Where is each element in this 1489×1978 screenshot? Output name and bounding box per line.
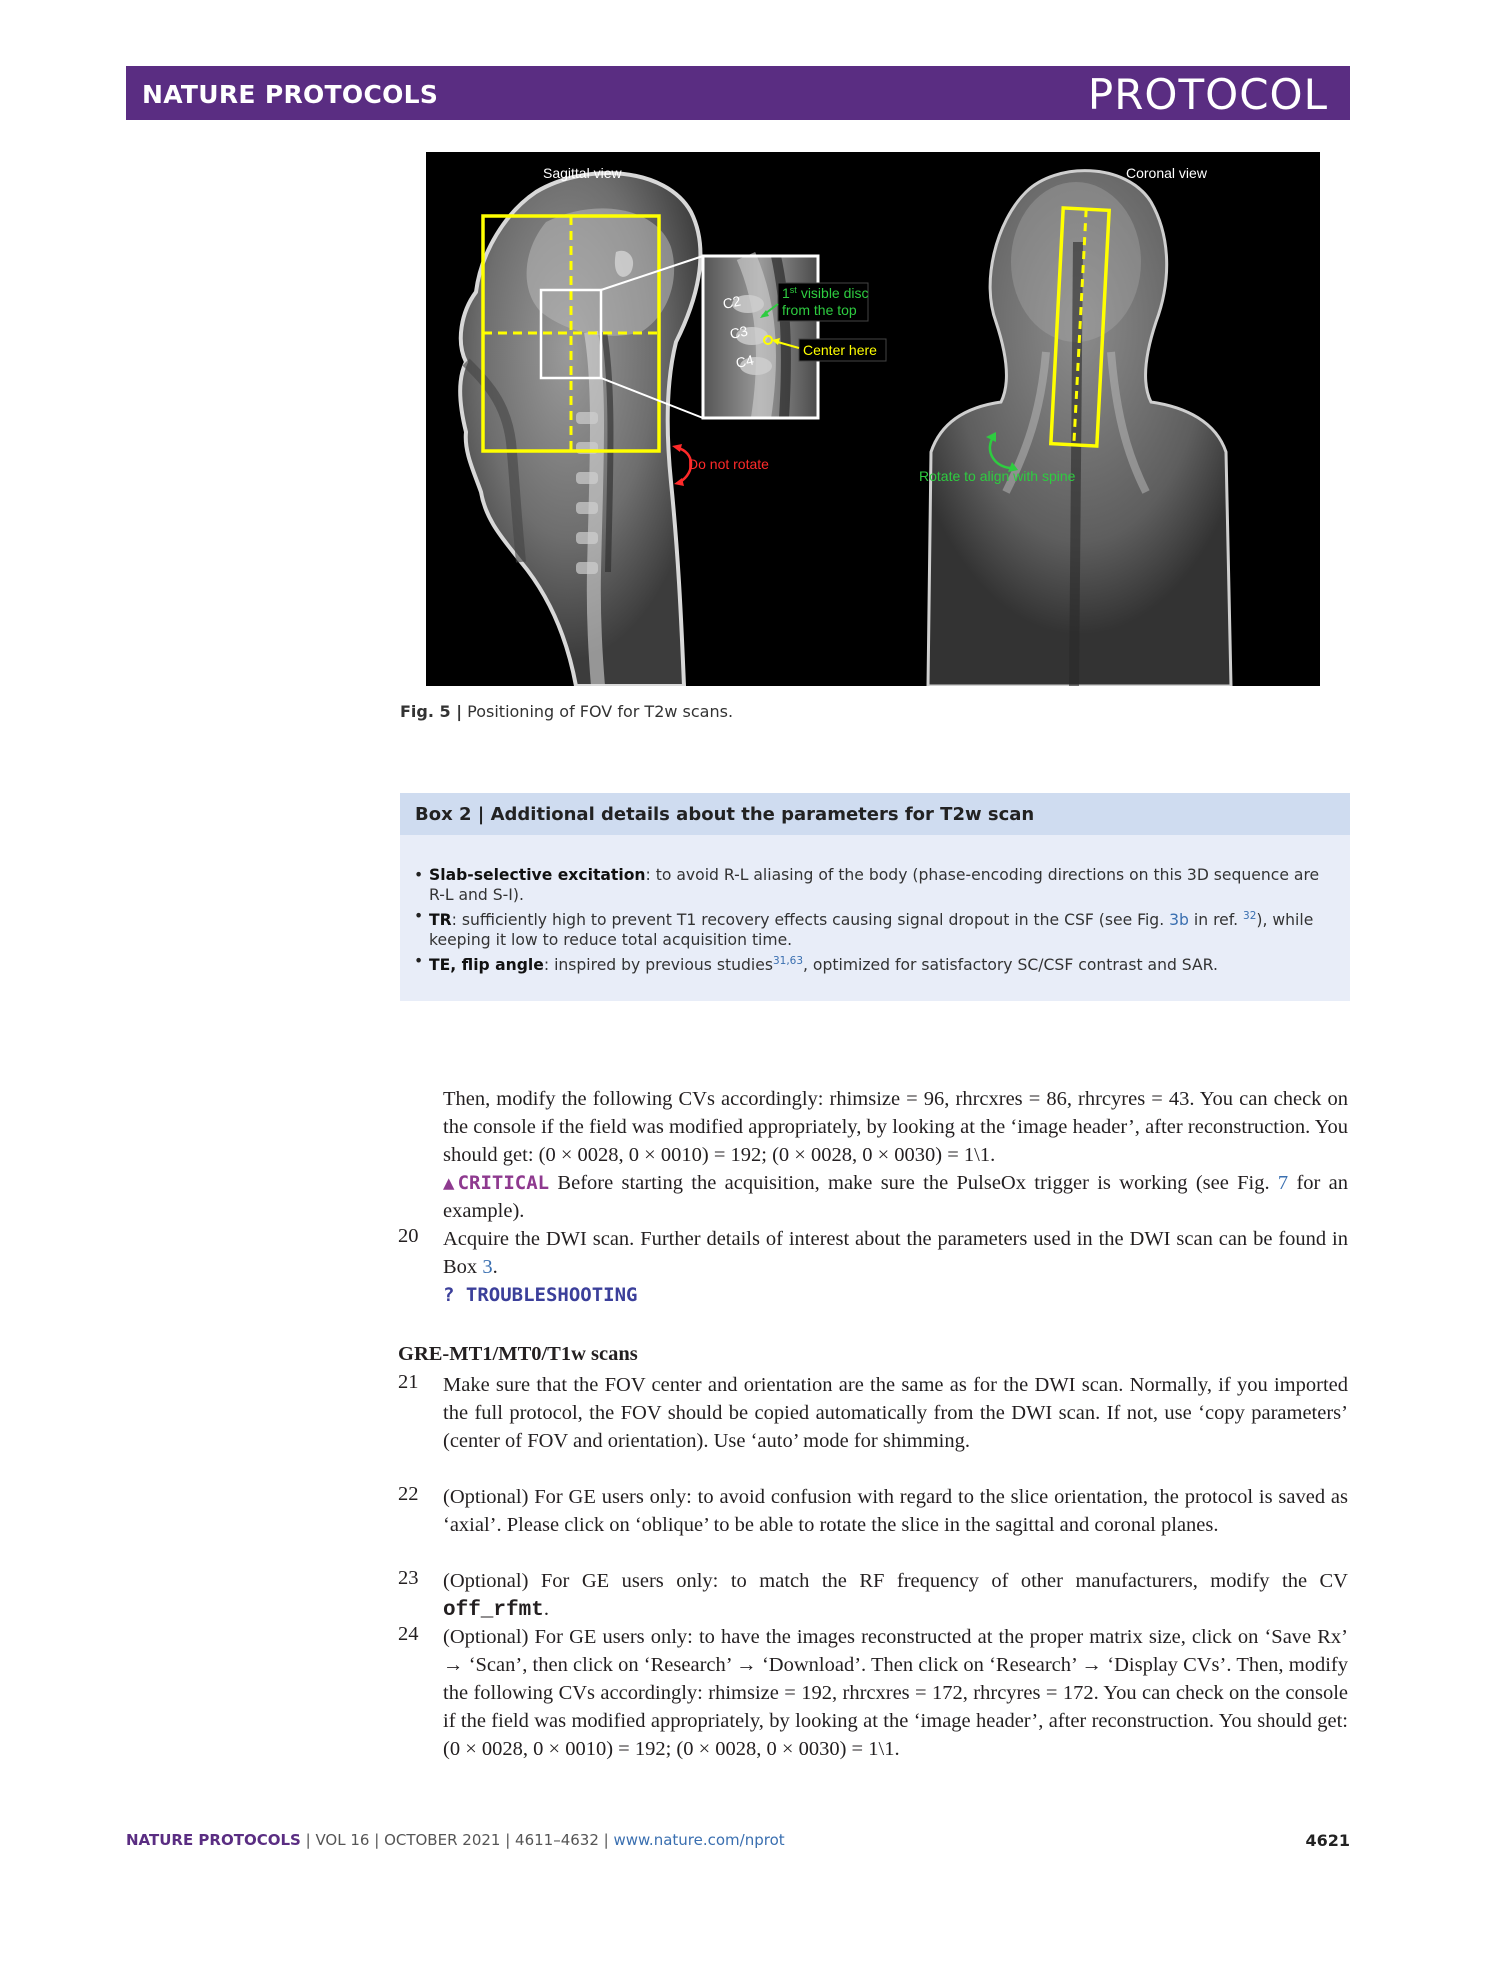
- step-22: (Optional) For GE users only: to avoid confusion with regard to the slice orientation, the protocol is saved as ‘axial’. Please click on ‘oblique’ to be able to rotate the slice in the sagittal and coronal planes.: [443, 1486, 1348, 1536]
- disc-label-line1: 1st visible disc: [782, 285, 869, 301]
- bullet-text: : inspired by previous studies: [543, 956, 773, 974]
- troubleshooting-note: [443, 1281, 1348, 1309]
- no-rotate-label: Do not rotate: [688, 456, 769, 472]
- footer-journal: NATURE PROTOCOLS: [126, 1831, 301, 1849]
- bullet-term: Slab-selective excitation: [429, 866, 646, 884]
- step-21: Make sure that the FOV center and orientation are the same as for the DWI scan. Normally, if you imported the full protocol, the FOV should be copied automatically from the DWI scan. If not, use ‘copy parameters’ (center of FOV and orientation). Use ‘auto’ mode for shimming.: [443, 1374, 1348, 1452]
- journal-name: NATURE PROTOCOLS: [142, 80, 439, 109]
- reference-link[interactable]: 32: [1243, 909, 1257, 922]
- coronal-mri-image: [928, 171, 1231, 686]
- bullet-text: : to avoid R-L aliasing of the body (phase-encoding directions on this 3D sequence are R-L and S-I).: [429, 866, 1320, 905]
- figure-5-illustration: [426, 152, 1320, 686]
- step-number-24: 24: [398, 1623, 419, 1645]
- cv-code: off_rfmt: [443, 1599, 544, 1622]
- footer-volume: VOL 16: [315, 1831, 370, 1849]
- sagittal-mri-image: [460, 173, 700, 686]
- footer-pages: 4611–4632: [515, 1831, 599, 1849]
- step-number-20: 20: [398, 1225, 419, 1247]
- step-text: Acquire the DWI scan. Further details of interest about the parameters used in the DWI scan can be found in Box: [443, 1228, 1348, 1278]
- figure-caption: [400, 702, 733, 721]
- bullet-slab-selective: [414, 865, 1336, 906]
- critical-text: Before starting the acquisition, make sure the PulseOx trigger is working (see Fig.: [549, 1172, 1278, 1194]
- caption-label: Fig. 5 |: [400, 702, 463, 721]
- reference-link[interactable]: 31,63: [772, 954, 804, 967]
- step-number-21: 21: [398, 1371, 419, 1393]
- box-link[interactable]: 3: [482, 1256, 493, 1278]
- bullet-tr: [414, 906, 1336, 951]
- center-label: Center here: [803, 342, 877, 358]
- step-23: [443, 1567, 1348, 1625]
- zoomed-spine-inset: [703, 256, 818, 418]
- step-24: (Optional) For GE users only: to have the images reconstructed at the proper matrix size, click on ‘Save Rx’ → ‘Scan’, then click on ‘Research’ → ‘Download’. Then click on ‘Research’ → ‘Display CVs’. Then, modify the following CVs accordingly: rhimsize = 192, rhrcxres = 172, rhrcyres = 172. You can check on the console if the field was modified appropriately, by looking at the ‘image header’, after reconstruction. You should get: (0 × 0028, 0 × 0010) = 192; (0 × 0028, 0 × 0030) = 1\1.: [443, 1626, 1348, 1760]
- critical-note: [443, 1169, 1348, 1225]
- page-footer: [126, 1831, 1350, 1849]
- figure-link[interactable]: 7: [1277, 1172, 1289, 1194]
- figure-link[interactable]: 3b: [1169, 911, 1189, 929]
- bullet-text: , optimized for satisfactory SC/CSF contrast and SAR.: [803, 956, 1218, 974]
- step-20: [443, 1225, 1348, 1281]
- caption-text: Positioning of FOV for T2w scans.: [462, 702, 734, 721]
- step-text: .: [492, 1256, 498, 1278]
- coronal-view-label: Coronal view: [1126, 165, 1207, 181]
- step-number-23: 23: [398, 1567, 419, 1589]
- footer-separator: |: [300, 1831, 316, 1849]
- footer-separator: |: [369, 1831, 385, 1849]
- bullet-te-flip-angle: [414, 951, 1336, 976]
- rotate-label: Rotate to align with spine: [919, 468, 1076, 484]
- footer-url-link[interactable]: www.nature.com/nprot: [613, 1831, 785, 1849]
- paragraph-continuation: Then, modify the following CVs accordingly: rhimsize = 96, rhrcxres = 86, rhrcyres = 43. You can check on the console if the field was modified appropriately, by looking at the ‘image header’, after reconstruction. You should get: (0 × 0028, 0 × 0010) = 192; (0 × 0028, 0 × 0030) = 1\1.: [443, 1088, 1348, 1166]
- bullet-text: in ref.: [1188, 911, 1244, 929]
- page-number: 4621: [1305, 1831, 1350, 1850]
- step-text: (Optional) For GE users only: to match the RF frequency of other manufacturers, modify the CV: [443, 1570, 1348, 1592]
- step-text: .: [543, 1598, 549, 1620]
- sagittal-view-label: Sagittal view: [543, 165, 622, 181]
- footer-separator: |: [598, 1831, 614, 1849]
- bullet-term: TE, flip angle: [429, 956, 544, 974]
- step-number-22: 22: [398, 1483, 419, 1505]
- journal-header-bar: [126, 66, 1350, 120]
- article-type: PROTOCOL: [1087, 70, 1328, 119]
- critical-label: ▲CRITICAL: [443, 1172, 550, 1194]
- box-2: [400, 793, 1350, 1001]
- section-heading: GRE-MT1/MT0/T1w scans: [398, 1343, 638, 1365]
- footer-date: OCTOBER 2021: [384, 1831, 501, 1849]
- footer-separator: |: [500, 1831, 516, 1849]
- c3-label: C3: [728, 322, 750, 342]
- bullet-term: TR: [429, 911, 452, 929]
- disc-label-line2: from the top: [782, 302, 857, 318]
- box-2-title-bar: [400, 793, 1350, 835]
- box-2-bullets: [414, 865, 1336, 975]
- bullet-text: : sufficiently high to prevent T1 recovery effects causing signal dropout in the CSF (see Fig.: [451, 911, 1170, 929]
- c2-label: C2: [721, 292, 743, 312]
- box-2-title: Box 2 | Additional details about the parameters for T2w scan: [415, 804, 1035, 825]
- bullet-text: ), while keeping it low to reduce total acquisition time.: [429, 911, 1314, 950]
- troubleshooting-link[interactable]: ? TROUBLESHOOTING: [443, 1284, 638, 1306]
- figure-5: [426, 152, 1320, 686]
- c4-label: C4: [734, 351, 756, 371]
- critical-text: for an example).: [443, 1172, 1348, 1222]
